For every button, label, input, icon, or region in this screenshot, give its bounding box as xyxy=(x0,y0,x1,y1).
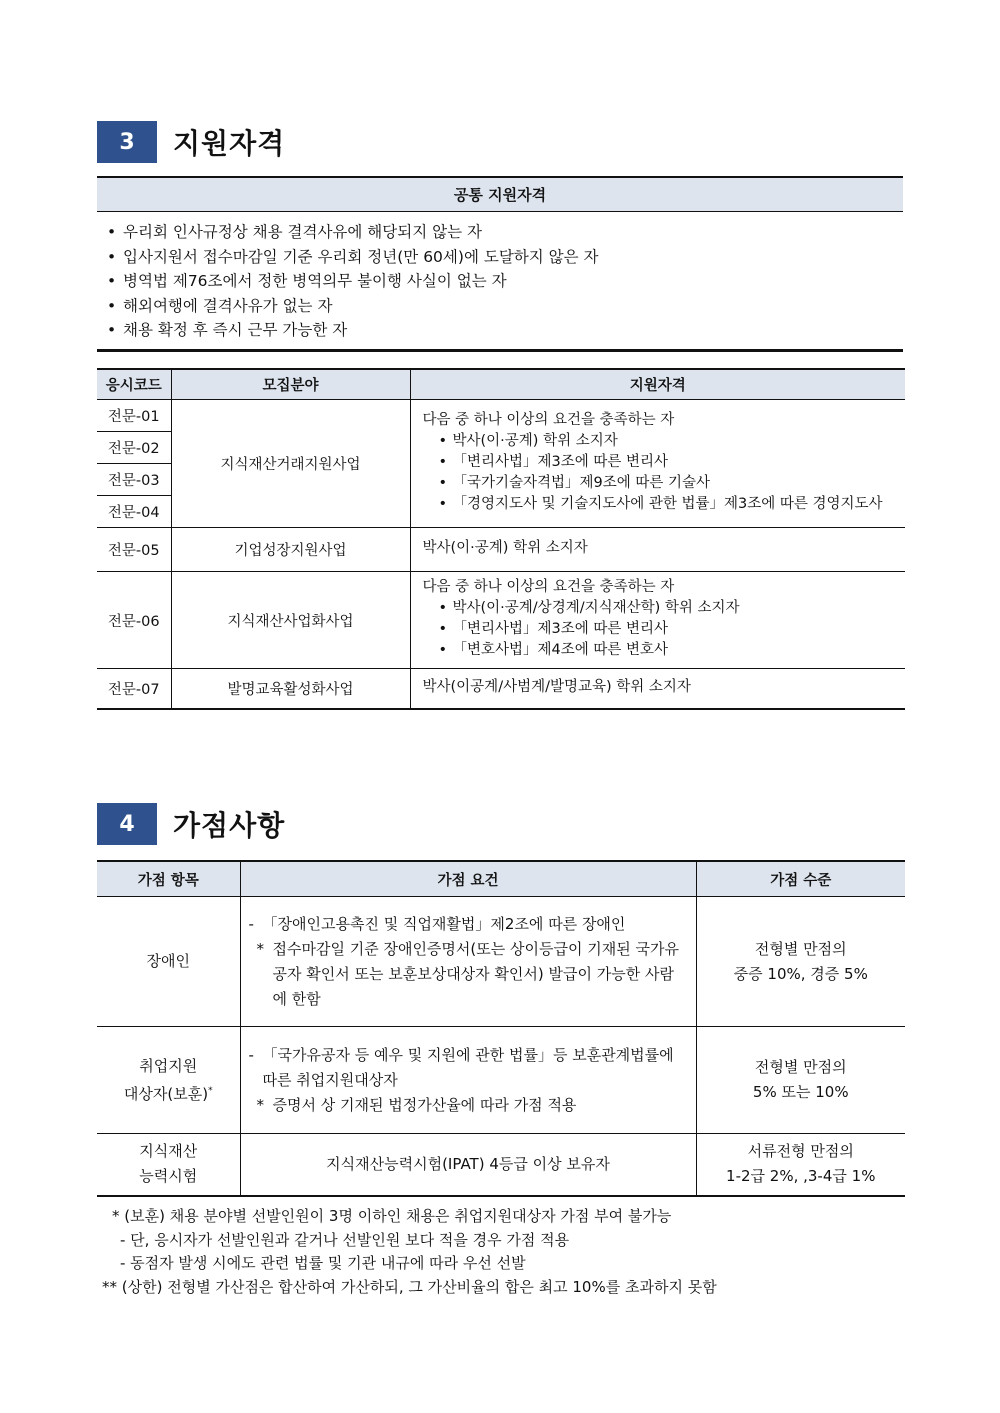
qualification-item: • 「변리사법」제3조에 따른 변리사 xyxy=(423,452,896,473)
list-item: • 우리회 인사규정상 채용 결격사유에 해당되지 않는 자 xyxy=(107,220,903,245)
column-header: 가점 요건 xyxy=(240,861,696,897)
table-row xyxy=(97,669,905,709)
table-row xyxy=(97,1027,905,1134)
table-row xyxy=(97,400,905,432)
table-header-row xyxy=(97,861,905,897)
qualification-item: • 「변호사법」제4조에 따른 변호사 xyxy=(423,640,896,661)
footnote: ** (상한) 전형별 가산점은 합산하여 가산하되, 그 가산비율의 합은 최고 10%를 초과하지 못함 xyxy=(102,1277,717,1296)
bonus-level: 전형별 만점의 중증 10%, 경증 5% xyxy=(696,897,905,1027)
qualification-cell: 박사(이·공계) 학위 소지자 xyxy=(410,528,905,572)
qualification-intro: 다음 중 하나 이상의 요건을 충족하는 자 xyxy=(422,579,675,595)
common-qualifications-list xyxy=(97,212,903,352)
column-header: 모집분야 xyxy=(171,369,410,400)
qualification-cell: 박사(이공계/사범계/발명교육) 학위 소지자 xyxy=(410,669,905,709)
table-row xyxy=(97,528,905,572)
recruit-field: 지식재산사업화사업 xyxy=(171,572,410,669)
list-item: • 해외여행에 결격사유가 없는 자 xyxy=(107,294,903,319)
list-item: • 채용 확정 후 즉시 근무 가능한 자 xyxy=(107,318,903,343)
table-row xyxy=(97,572,905,669)
requirement-main: - 「국가유공자 등 예우 및 지원에 관한 법률」등 보훈관계법률에 따른 취업지원대상자 xyxy=(248,1045,674,1089)
qualification-cell xyxy=(410,572,905,669)
bonus-item: 지식재산 능력시험 xyxy=(97,1134,240,1196)
exam-code: 전문-02 xyxy=(97,432,171,464)
qualification-item: • 「변리사법」제3조에 따른 변리사 xyxy=(423,619,896,640)
section-number-badge: 3 xyxy=(97,121,157,163)
footnotes xyxy=(102,1205,902,1299)
section-4-heading xyxy=(97,802,285,846)
exam-code: 전문-01 xyxy=(97,400,171,432)
column-header: 가점 항목 xyxy=(97,861,240,897)
common-qualifications-header: 공통 지원자격 xyxy=(97,176,903,212)
qualification-item: • 「경영지도사 및 기술지도사에 관한 법률」제3조에 따른 경영지도사 xyxy=(423,494,896,515)
column-header: 지원자격 xyxy=(410,369,905,400)
table-row xyxy=(97,897,905,1027)
section-number-badge: 4 xyxy=(97,803,157,845)
list-item: • 입사지원서 접수마감일 기준 우리회 정년(만 60세)에 도달하지 않은 자 xyxy=(107,245,903,270)
table-header-row xyxy=(97,369,905,400)
requirement-main: - 「장애인고용촉진 및 직업재활법」제2조에 따른 장애인 xyxy=(248,914,626,933)
qualification-cell xyxy=(410,400,905,528)
bonus-item: 취업지원 대상자(보훈)* xyxy=(97,1027,240,1134)
recruit-field: 발명교육활성화사업 xyxy=(171,669,410,709)
exam-code: 전문-06 xyxy=(97,572,171,669)
bonus-level: 서류전형 만점의 1-2급 2%, ,3-4급 1% xyxy=(696,1134,905,1196)
table-row xyxy=(97,1134,905,1196)
footnote: - 단, 응시자가 선발인원과 같거나 선발인원 보다 적을 경우 가점 적용 xyxy=(120,1230,570,1249)
footnote: * (보훈) 채용 분야별 선발인원이 3명 이하인 채용은 취업지원대상자 가점 부여 불가능 xyxy=(112,1207,672,1225)
list-item: • 병역법 제76조에서 정한 병역의무 불이행 사실이 없는 자 xyxy=(107,269,903,294)
exam-code: 전문-03 xyxy=(97,464,171,496)
bonus-requirement: 지식재산능력시험(IPAT) 4등급 이상 보유자 xyxy=(240,1134,696,1196)
qualification-item: • 박사(이·공계) 학위 소지자 xyxy=(423,431,896,452)
qualification-intro: 다음 중 하나 이상의 요건을 충족하는 자 xyxy=(422,412,675,428)
bonus-requirement xyxy=(240,897,696,1027)
common-qualifications xyxy=(97,176,903,352)
requirement-note: * 접수마감일 기준 장애인증명서(또는 상이등급이 기재된 국가유공자 확인서 또는 보훈보상대상자 확인서) 발급이 가능한 사람에 한함 xyxy=(256,939,679,1008)
recruit-field: 지식재산거래지원사업 xyxy=(171,400,410,528)
section-title: 가점사항 xyxy=(173,809,286,842)
bonus-requirement xyxy=(240,1027,696,1134)
exam-code: 전문-07 xyxy=(97,669,171,709)
section-3-heading xyxy=(97,120,285,164)
exam-code: 전문-05 xyxy=(97,528,171,572)
bonus-item: 장애인 xyxy=(97,897,240,1027)
section-title: 지원자격 xyxy=(173,127,286,160)
recruit-field: 기업성장지원사업 xyxy=(171,528,410,572)
bonus-points-table xyxy=(97,860,905,1197)
footnote: - 동점자 발생 시에도 관련 법률 및 기관 내규에 따라 우선 선발 xyxy=(120,1254,526,1272)
column-header: 가점 수준 xyxy=(696,861,905,897)
exam-code: 전문-04 xyxy=(97,496,171,528)
bonus-level: 전형별 만점의 5% 또는 10% xyxy=(696,1027,905,1134)
requirement-note: * 증명서 상 기재된 법정가산율에 따라 가점 적용 xyxy=(256,1095,577,1114)
recruitment-table xyxy=(97,368,905,710)
qualification-item: • 박사(이·공계/상경계/지식재산학) 학위 소지자 xyxy=(423,598,896,619)
column-header: 응시코드 xyxy=(97,369,171,400)
qualification-item: • 「국가기술자격법」제9조에 따른 기술사 xyxy=(423,473,896,494)
